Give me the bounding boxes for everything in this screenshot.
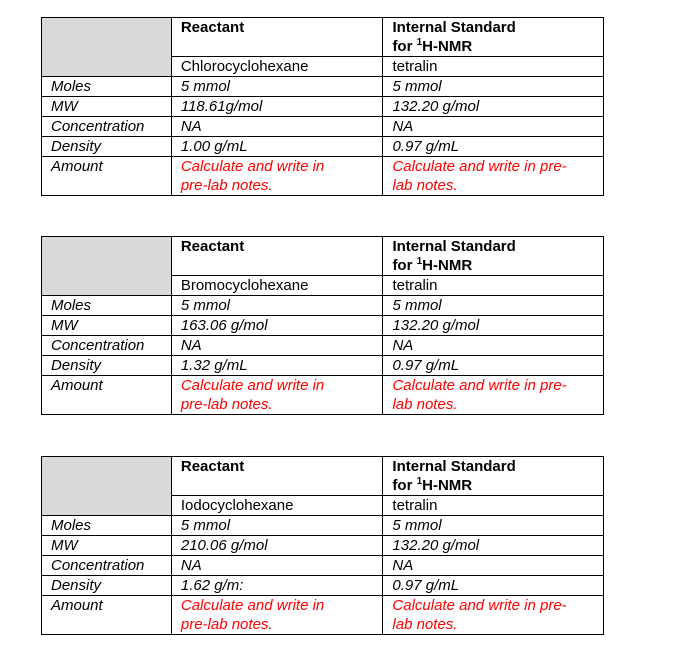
amount-standard: Calculate and write in pre- lab notes.: [383, 157, 604, 196]
reactant-value: NA: [171, 556, 383, 576]
row-label: Concentration: [42, 556, 172, 576]
table-row: [42, 516, 604, 536]
table-row: [42, 556, 604, 576]
row-label: Concentration: [42, 336, 172, 356]
standard-name: tetralin: [383, 57, 604, 77]
reactant-value: NA: [171, 336, 383, 356]
standard-header: Internal Standard for $^1$H-NMR: [383, 18, 604, 57]
standard-value: 132.20 g/mol: [383, 316, 604, 336]
row-label: Amount: [42, 157, 172, 196]
reactant-value: 210.06 g/mol: [171, 536, 383, 556]
row-label: Density: [42, 576, 172, 596]
row-label: Moles: [42, 516, 172, 536]
amount-standard: Calculate and write in pre- lab notes.: [383, 376, 604, 415]
table-row: [42, 356, 604, 376]
row-label: Amount: [42, 596, 172, 635]
reagent-table-chloro: [41, 17, 604, 196]
reactant-name: Iodocyclohexane: [171, 496, 383, 516]
table-header-row: [42, 457, 604, 496]
row-label: Amount: [42, 376, 172, 415]
standard-value: NA: [383, 556, 604, 576]
standard-header: Internal Standard for $^1$H-NMR: [383, 457, 604, 496]
reactant-name: Bromocyclohexane: [171, 276, 383, 296]
standard-value: 0.97 g/mL: [383, 356, 604, 376]
reactant-value: 1.62 g/m:: [171, 576, 383, 596]
table-row: [42, 536, 604, 556]
table-row: [42, 97, 604, 117]
amount-reactant: Calculate and write in pre-lab notes.: [171, 157, 383, 196]
reactant-value: 5 mmol: [171, 296, 383, 316]
reactant-header: Reactant: [171, 237, 383, 276]
amount-row: [42, 157, 604, 196]
reactant-value: 1.32 g/mL: [171, 356, 383, 376]
table-row: [42, 576, 604, 596]
reactant-value: 5 mmol: [171, 516, 383, 536]
reactant-value: NA: [171, 117, 383, 137]
row-label: MW: [42, 536, 172, 556]
reactant-value: 1.00 g/mL: [171, 137, 383, 157]
reactant-value: 118.61g/mol: [171, 97, 383, 117]
table-row: [42, 336, 604, 356]
standard-value: 5 mmol: [383, 77, 604, 97]
standard-value: NA: [383, 117, 604, 137]
standard-value: 132.20 g/mol: [383, 97, 604, 117]
reactant-value: 163.06 g/mol: [171, 316, 383, 336]
standard-value: NA: [383, 336, 604, 356]
standard-name: tetralin: [383, 496, 604, 516]
reactant-header: Reactant: [171, 18, 383, 57]
reactant-value: 5 mmol: [171, 77, 383, 97]
amount-row: [42, 376, 604, 415]
table-row: [42, 137, 604, 157]
standard-value: 5 mmol: [383, 516, 604, 536]
standard-value: 0.97 g/mL: [383, 137, 604, 157]
row-label: Density: [42, 356, 172, 376]
standard-value: 132.20 g/mol: [383, 536, 604, 556]
standard-value: 0.97 g/mL: [383, 576, 604, 596]
amount-reactant: Calculate and write in pre-lab notes.: [171, 376, 383, 415]
standard-name: tetralin: [383, 276, 604, 296]
reactant-name: Chlorocyclohexane: [171, 57, 383, 77]
amount-row: [42, 596, 604, 635]
row-label: MW: [42, 316, 172, 336]
standard-header: Internal Standard for $^1$H-NMR: [383, 237, 604, 276]
table-row: [42, 296, 604, 316]
table-row: [42, 316, 604, 336]
amount-reactant: Calculate and write in pre-lab notes.: [171, 596, 383, 635]
reactant-header: Reactant: [171, 457, 383, 496]
table-row: [42, 77, 604, 97]
amount-standard: Calculate and write in pre- lab notes.: [383, 596, 604, 635]
row-label: Density: [42, 137, 172, 157]
corner-cell: [42, 237, 172, 296]
table-header-row: [42, 237, 604, 276]
row-label: Moles: [42, 77, 172, 97]
standard-value: 5 mmol: [383, 296, 604, 316]
reagent-table-iodo: [41, 456, 604, 635]
table-row: [42, 117, 604, 137]
table-header-row: [42, 18, 604, 57]
row-label: Moles: [42, 296, 172, 316]
row-label: Concentration: [42, 117, 172, 137]
corner-cell: [42, 18, 172, 77]
row-label: MW: [42, 97, 172, 117]
reagent-table-bromo: [41, 236, 604, 415]
corner-cell: [42, 457, 172, 516]
